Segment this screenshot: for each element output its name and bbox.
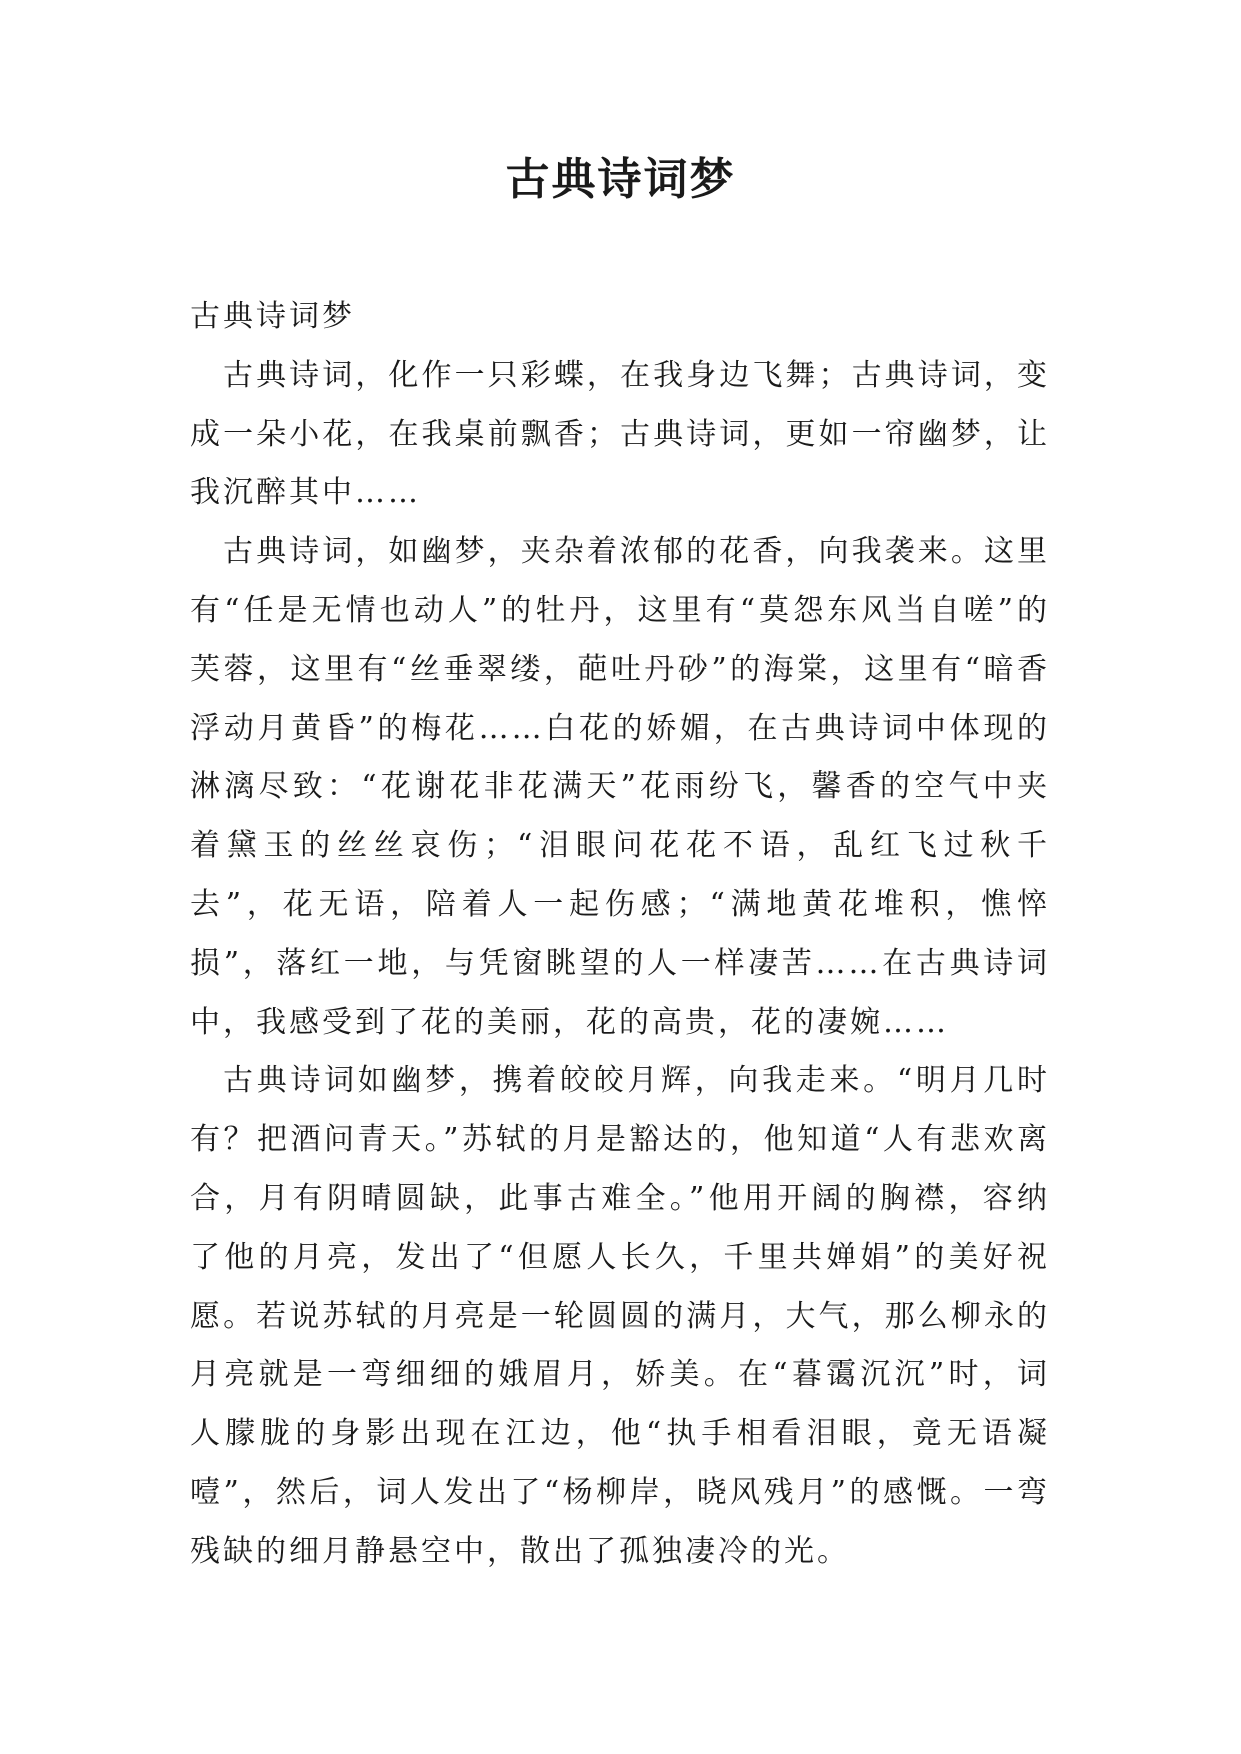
document-subtitle: 古典诗词梦	[190, 299, 355, 334]
paragraph: 古典诗词，如幽梦，夹杂着浓郁的花香，向我袭来。这里有“任是无情也动人”的牡丹，这里有“莫怨东风当自嗟”的芙蓉，这里有“丝垂翠缕，葩吐丹砂”的海棠，这里有“暗香浮动月黄昏”的梅花……白花的娇媚，在古典诗词中体现的淋漓尽致：“花谢花非花满天”花雨纷飞，馨香的空气中夹着黛玉的丝丝哀伤；“泪眼问花花不语，乱红飞过秋千去”，花无语，陪着人一起伤感；“满地黄花堆积，憔悴损”，落红一地，与凭窗眺望的人一样凄苦……在古典诗词中，我感受到了花的美丽，花的高贵，花的凄婉……	[190, 534, 1050, 1040]
page-title: 古典诗词梦	[505, 154, 736, 205]
paragraph: 古典诗词，化作一只彩蝶，在我身边飞舞；古典诗词，变成一朵小花，在我桌前飘香；古典诗词，更如一帘幽梦，让我沉醉其中……	[190, 357, 1050, 511]
paragraph: 古典诗词如幽梦，携着皎皎月辉，向我走来。“明月几时有？把酒问青天。”苏轼的月是豁达的，他知道“人有悲欢离合，月有阴晴圆缺，此事古难全。”他用开阔的胸襟，容纳了他的月亮，发出了“但愿人长久，千里共婵娟”的美好祝愿。若说苏轼的月亮是一轮圆圆的满月，大气，那么柳永的月亮就是一弯细细的娥眉月，娇美。在“暮霭沉沉”时，词人朦胧的身影出现在江边，他“执手相看泪眼，竟无语凝噎”，然后，词人发出了“杨柳岸，晓风残月”的感慨。一弯残缺的细月静悬空中，散出了孤独凄冷的光。	[190, 1063, 1050, 1569]
document-body	[190, 288, 1050, 1582]
